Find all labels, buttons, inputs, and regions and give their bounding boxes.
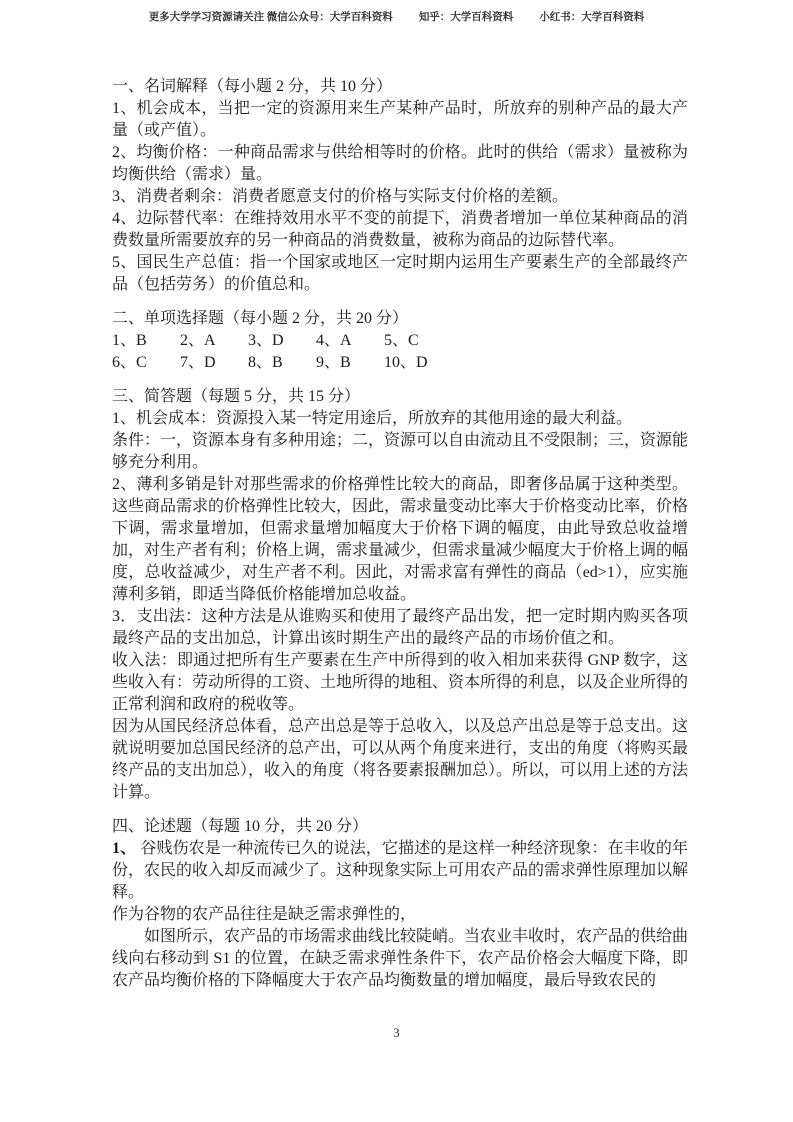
essay-question-text: 谷贱伤农是一种流传已久的说法，它描述的是这样一种经济现象：在丰收的年份，农民的收入却反而减少了。这种现象实际上可用农产品的需求弹性原理加以解释。 [112,840,689,901]
header-xiaohongshu-text: 小红书：大学百科资料 [539,12,645,23]
essay-paragraph: 作为谷物的农产品往往是缺乏需求弹性的， [112,906,417,923]
definition-item: 2、均衡价格：一种商品需求与供给相等时的价格。此时的供给（需求）量被称为均衡供给（需求）量。 [112,144,688,183]
document-body [112,76,688,992]
answer-cell: 5、C [384,332,419,349]
section-definitions [112,76,688,296]
header-wechat-text: 更多大学学习资源请关注 微信公众号：大学百科资料 [148,12,393,23]
essay-question-1 [112,838,688,904]
answer-cell: 10、D [384,354,428,371]
page-number: 3 [393,1026,400,1040]
page-header [0,9,793,24]
definition-item: 3、消费者剩余：消费者愿意支付的价格与实际支付价格的差额。 [112,188,569,205]
answer-cell: 1、B [112,332,147,349]
section-multiple-choice-title: 二、单项选择题（每小题 2 分，共 20 分） [112,310,409,327]
section-essay [112,816,688,992]
answers-row [112,330,688,352]
section-multiple-choice [112,308,688,374]
answer-cell: 4、A [316,332,352,349]
answers-row [112,352,688,374]
short-answer-item: 1、机会成本：资源投入某一特定用途后，所放弃的其他用途的最大利益。 [112,410,633,427]
short-answer-item: 3．支出法：这种方法是从谁购买和使用了最终产品出发，把一定时期内购买各项最终产品的支出加总，计算出该时期生产出的最终产品的市场价值之和。 [112,608,688,647]
essay-paragraph: 如图所示，农产品的市场需求曲线比较陡峭。当农业丰收时，农产品的供给曲线向右移动到 S1 的位置，在缺乏需求弹性条件下，农产品价格会大幅度下降，即农产品均衡价格的下降幅度大于农产品均衡数量的增加幅度，最后导致农民的 [112,928,689,989]
definition-item: 1、机会成本，当把一定的资源用来生产某种产品时，所放弃的别种产品的最大产量（或产值）。 [112,100,688,139]
essay-question-number: 1、 [112,840,141,857]
section-short-answers-title: 三、简答题（每题 5 分，共 15 分） [112,388,361,405]
answer-cell: 3、D [248,332,284,349]
header-zhihu-text: 知乎：大学百科资料 [418,12,514,23]
section-short-answers [112,386,688,804]
short-answer-item: 收入法：即通过把所有生产要素在生产中所得到的收入相加来获得 GNP 数字，这些收入有：劳动所得的工资、土地所得的地租、资本所得的利息，以及企业所得的正常利润和政府的税收等。 [112,652,689,713]
section-definitions-title: 一、名词解释（每小题 2 分，共 10 分） [112,78,393,95]
definition-item: 4、边际替代率：在维持效用水平不变的前提下，消费者增加一单位某种商品的消费数量所需要放弃的另一种商品的消费数量，被称为商品的边际替代率。 [112,210,688,249]
section-essay-title: 四、论述题（每题 10 分，共 20 分） [112,818,369,835]
short-answer-item: 因为从国民经济总体看，总产出总是等于总收入，以及总产出总是等于总支出。这就说明要加总国民经济的总产出，可以从两个角度来进行，支出的角度（将购买最终产品的支出加总），收入的角度（将各要素报酬加总）。所以，可以用上述的方法计算。 [112,718,689,801]
short-answer-item: 条件：一，资源本身有多种用途；二，资源可以自由流动且不受限制；三，资源能够充分利用。 [112,432,689,471]
answer-cell: 9、B [316,354,351,371]
short-answer-item: 2、薄利多销是针对那些需求的价格弹性比较大的商品，即奢侈品属于这种类型。这些商品需求的价格弹性比较大，因此，需求量变动比率大于价格变动比率，价格下调，需求量增加，但需求量增加幅度大于价格下调的幅度，由此导致总收益增加，对生产者有利；价格上调，需求量减少，但需求量减少幅度大于价格上调的幅度，总收益减少，对生产者不利。因此，对需求富有弹性的商品（ed>1），应实施薄利多销，即适当降低价格能增加总收益。 [112,476,689,603]
answer-cell: 7、D [180,354,216,371]
answer-cell: 2、A [180,332,216,349]
answer-cell: 8、B [248,354,283,371]
answer-cell: 6、C [112,354,147,371]
definition-item: 5、国民生产总值：指一个国家或地区一定时期内运用生产要素生产的全部最终产品（包括劳务）的价值总和。 [112,254,688,293]
